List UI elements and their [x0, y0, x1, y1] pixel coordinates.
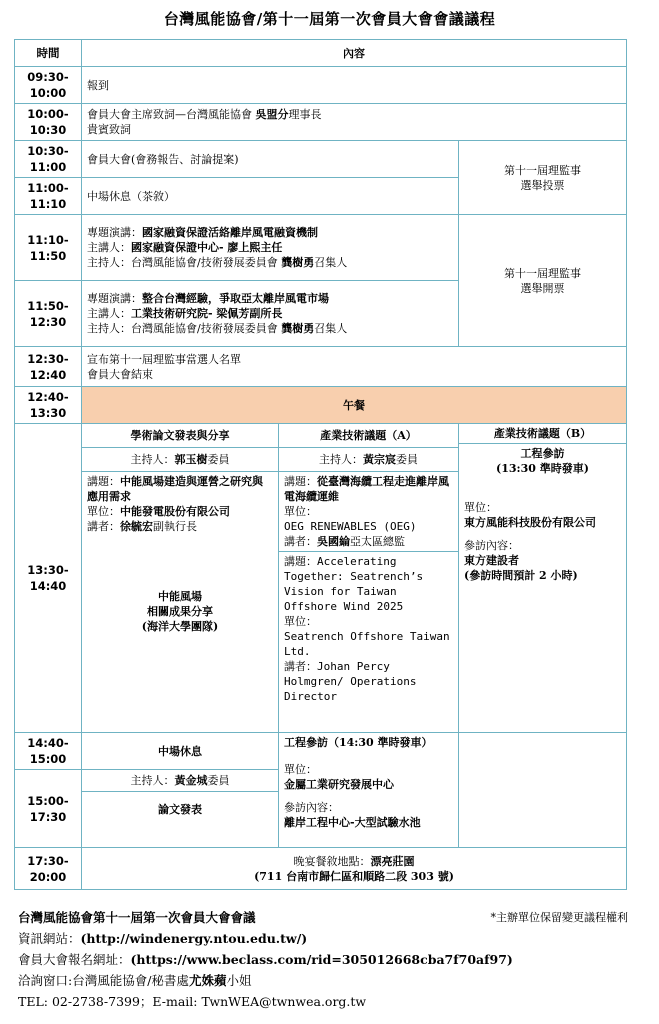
content-cell: 專題演講：整合台灣經驗，爭取亞太離岸風電市場 主講人：工業技術研究院- 梁佩芳副所長 主持人：台灣風能協會/技術發展委員會 龔樹勇召集人	[82, 281, 459, 347]
empty-cell	[459, 733, 627, 848]
content-cell: 會員大會(會務報告、討論提案)	[82, 141, 459, 178]
academic-host: 主持人：郭玉樹委員	[82, 448, 279, 472]
session-header-row	[15, 424, 627, 448]
content-cell: 宣布第十一屆理監事當選人名單 會員大會結束	[82, 347, 627, 387]
content-cell: 會員大會主席致詞—台灣風能協會 吳盟分理事長 貴賓致詞	[82, 104, 627, 141]
header-time: 時間	[15, 40, 82, 67]
academic-session-header: 學術論文發表與分享	[82, 424, 279, 448]
table-row	[15, 215, 627, 281]
footer-tel-email: TEL: 02-2738-7399；E-mail: TwnWEA@twnwea.org.tw	[18, 994, 367, 1009]
table-row	[15, 387, 627, 424]
content-cell: 專題演講：國家融資保證活絡離岸風電融資機制 主講人：國家融資保證中心- 廖上熙主任 主持人：台灣風能協會/技術發展委員會 龔樹勇召集人	[82, 215, 459, 281]
footer-registration: 會員大會報名網址：(https://www.beclass.com/rid=305012668cba7f70af97)	[18, 952, 513, 967]
industry-a-talks-cell: 講題：從臺灣海纜工程走進離岸風電海纜運維 單位： OEG RENEWABLES (OEG) 講者：吳國綸亞太區總監 講題：Accelerating Together: Seatrench’s Vision for Taiwan Offshore Wind 2025 單位： Seatrench Offshore Taiwan Ltd. 講者：Johan Percy Holmgren/ Operations Director	[279, 472, 459, 733]
industry-a-header: 產業技術議題（A）	[279, 424, 459, 448]
time-cell: 15:00- 17:30	[15, 770, 82, 848]
table-header-row	[15, 40, 627, 67]
industry-b-cell: 產業技術議題（B） 工程參訪 (13:30 準時發車) 單位： 東方風能科技股份有限公司 參訪內容： 東方建設者 (參訪時間預計 2 小時)	[459, 424, 627, 733]
footer-org-line	[18, 910, 628, 926]
time-cell: 12:40- 13:30	[15, 387, 82, 424]
time-cell: 10:00- 10:30	[15, 104, 82, 141]
industry-a-host: 主持人：黃宗宸委員	[279, 448, 459, 472]
page-title: 台灣風能協會/第十一屆第一次會員大會會議議程	[163, 10, 496, 28]
session2-host: 主持人：黃金城委員	[82, 770, 279, 792]
table-row	[15, 848, 627, 890]
header-content: 內容	[82, 40, 627, 67]
paper-session-cell: 論文發表	[82, 792, 279, 848]
time-cell: 10:30- 11:00	[15, 141, 82, 178]
registration-link[interactable]: (https://www.beclass.com/rid=305012668cba7f70af97)	[130, 952, 513, 967]
academic-talk-cell: 講題：中能風場建造與運營之研究與應用需求 單位：中能發電股份有限公司 講者：徐毓宏副執行長 中能風場 相關成果分享 (海洋大學團隊)	[82, 472, 279, 733]
time-cell: 14:40- 15:00	[15, 733, 82, 770]
time-cell: 11:00- 11:10	[15, 178, 82, 215]
time-cell: 17:30- 20:00	[15, 848, 82, 890]
lunch-cell: 午餐	[82, 387, 627, 424]
table-row	[15, 141, 627, 178]
table-row	[15, 733, 627, 770]
election-count-cell: 第十一屆理監事 選舉開票	[459, 215, 627, 347]
table-row	[15, 347, 627, 387]
footer-note: *主辦單位保留變更議程權利	[490, 911, 628, 924]
website-link[interactable]: (http://windenergy.ntou.edu.tw/)	[80, 931, 308, 946]
time-cell: 09:30- 10:00	[15, 67, 82, 104]
visit-metal-cell: 工程參訪（14:30 準時發車） 單位： 金屬工業研究發展中心 參訪內容： 離岸工程中心-大型試驗水池	[279, 733, 459, 848]
content-cell: 報到	[82, 67, 627, 104]
table-row	[15, 104, 627, 141]
agenda-table	[14, 39, 627, 890]
footer-contact: 洽詢窗口:台灣風能協會/秘書處尤姝蘋小姐	[18, 973, 252, 988]
time-cell: 13:30- 14:40	[15, 424, 82, 733]
content-cell: 中場休息（茶敘）	[82, 178, 459, 215]
break-cell: 中場休息	[82, 733, 279, 770]
time-cell: 12:30- 12:40	[15, 347, 82, 387]
election-vote-cell: 第十一屆理監事 選舉投票	[459, 141, 627, 215]
time-cell: 11:10- 11:50	[15, 215, 82, 281]
table-row	[15, 67, 627, 104]
footer-org: 台灣風能協會第十一屆第一次會員大會會議	[18, 910, 256, 925]
dinner-cell: 晚宴餐敘地點：漂亮莊園 (711 台南市歸仁區和順路二段 303 號)	[82, 848, 627, 890]
time-cell: 11:50- 12:30	[15, 281, 82, 347]
footer-web: 資訊網站：(http://windenergy.ntou.edu.tw/)	[18, 931, 308, 946]
